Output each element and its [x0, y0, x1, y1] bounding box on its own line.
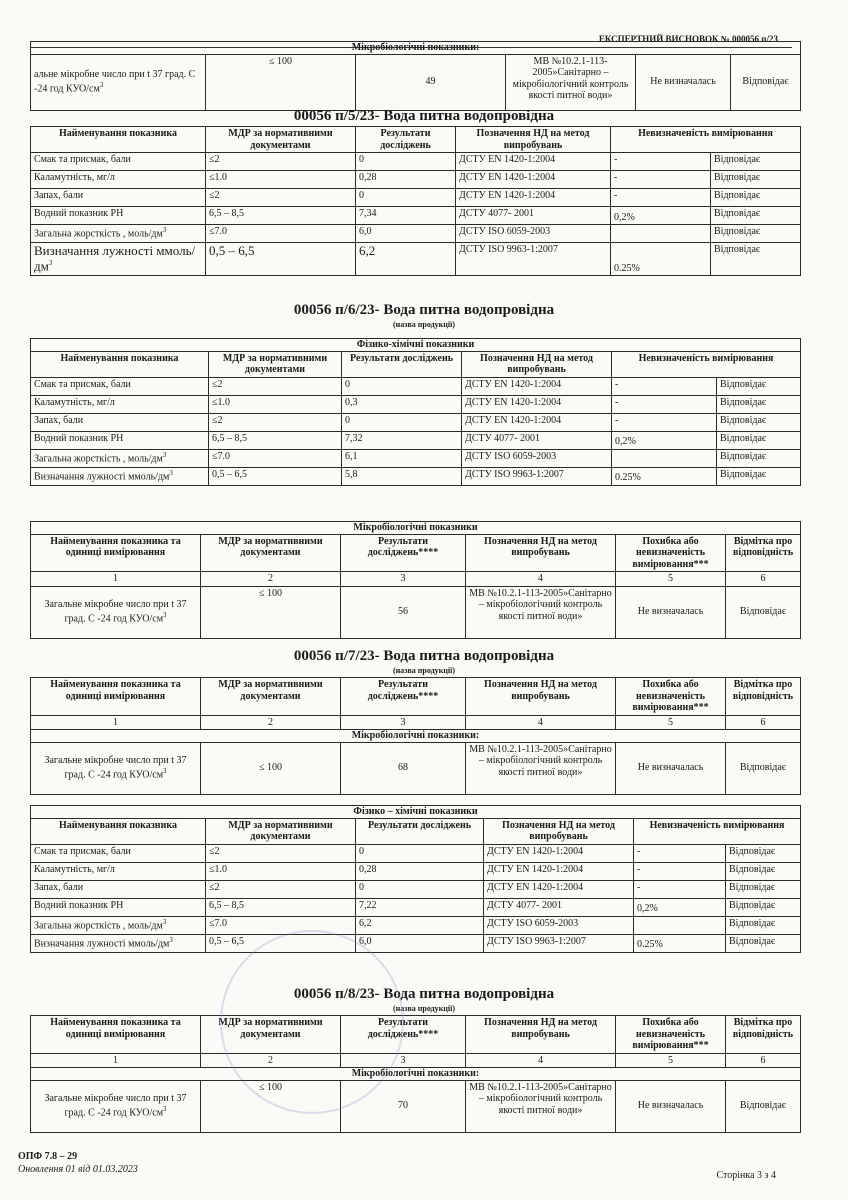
table-row [31, 189, 801, 207]
uncertainty-value: 0.25% [634, 934, 726, 952]
method-value: ДСТУ EN 1420-1:2004 [484, 880, 634, 898]
col-header: Результати досліджень**** [341, 1016, 466, 1054]
uncertainty-value: 0,2% [634, 898, 726, 916]
result-value: 0,28 [356, 171, 456, 189]
col-header: Відмітка про відповідність [726, 678, 801, 716]
result-value: 6,0 [356, 225, 456, 243]
conformity-mark: Відповідає [726, 586, 801, 638]
result-value: 49 [356, 54, 506, 110]
table-row [31, 898, 801, 916]
col-number: 2 [201, 1053, 341, 1068]
method-value: ДСТУ 4077- 2001 [462, 431, 612, 449]
table-row [31, 171, 801, 189]
col-header: Найменування показника [31, 127, 206, 153]
col-header: Відмітка про відповідність [726, 534, 801, 572]
uncertainty-value: 0.25% [612, 467, 717, 485]
norm-value: 0,5 – 6,5 [206, 243, 356, 276]
uncertainty-value [612, 449, 717, 467]
indicator-name: Смак та присмак, бали [31, 377, 209, 395]
norm-value: ≤1.0 [206, 862, 356, 880]
col-number: 4 [466, 572, 616, 587]
conformity-mark: Відповідає [726, 880, 801, 898]
uncertainty-value: 0,2% [612, 431, 717, 449]
table-row [31, 413, 801, 431]
result-value: 5,8 [342, 467, 462, 485]
indicator-name: Загальна жорсткість , моль/$дм^3$ [31, 225, 206, 243]
p7-rows [31, 844, 801, 952]
indicator-name: Загальне мікробне число при t 37 град. С -24 год КУО/$см^3$ [31, 1080, 201, 1132]
result-value: 6,2 [356, 243, 456, 276]
p5-rows [31, 153, 801, 276]
uncertainty-value: - [634, 880, 726, 898]
indicator-name: Водний показник PH [31, 431, 209, 449]
col-header: Найменування показника та одиниці вимірювання [31, 1016, 201, 1054]
conformity-mark: Відповідає [726, 934, 801, 952]
col-number: 4 [466, 1053, 616, 1068]
method-value: ДСТУ EN 1420-1:2004 [484, 862, 634, 880]
p5-phys-table [30, 126, 801, 276]
table-row [31, 225, 801, 243]
indicator-name: альне мікробне число при t 37 град. С -24 год КУО/$см^3$ [31, 54, 206, 110]
conformity-mark: Відповідає [717, 449, 801, 467]
norm-value: ≤1.0 [209, 395, 342, 413]
conformity-mark: Відповідає [711, 171, 801, 189]
method-value: ДСТУ 4077- 2001 [484, 898, 634, 916]
method-value: ДСТУ ISO 9963-1:2007 [462, 467, 612, 485]
col-header: МДР за нормативними документами [206, 818, 356, 844]
norm-value: ≤2 [209, 413, 342, 431]
norm-value: 6,5 – 8,5 [206, 898, 356, 916]
uncertainty-value: - [634, 844, 726, 862]
indicator-name: Запах, бали [31, 413, 209, 431]
col-number: 6 [726, 715, 801, 730]
table-row [31, 467, 801, 485]
col-header: Найменування показника [31, 351, 209, 377]
uncertainty-value: Не визначалась [616, 742, 726, 794]
col-header: МДР за нормативними документами [201, 678, 341, 716]
indicator-name: Визначання лужності ммоль/$дм^3$ [31, 934, 206, 952]
col-header: Найменування показника та одиниці вимірювання [31, 678, 201, 716]
col-header: Невизначеність вимірювання [612, 351, 801, 377]
sample-title-p6: 00056 п/6/23- Вода питна водопровідна [293, 302, 555, 318]
uncertainty-value: Не визначалась [616, 586, 726, 638]
method-value: ДСТУ EN 1420-1:2004 [456, 171, 611, 189]
result-value: 0,28 [356, 862, 484, 880]
result-value: 0 [342, 413, 462, 431]
table-row [31, 431, 801, 449]
col-header: МДР за нормативними документами [206, 127, 356, 153]
result-value: 70 [341, 1080, 466, 1132]
table-row [31, 862, 801, 880]
col-header: Позначення НД на метод випробувань [466, 1016, 616, 1054]
sample-subtitle-p7: (назва продукції) [392, 666, 455, 675]
indicator-name: Каламутність, мг/л [31, 862, 206, 880]
section-title: Мікробіологічні показники: [31, 1068, 801, 1081]
uncertainty-value: - [612, 377, 717, 395]
norm-value: ≤ 100 [206, 54, 356, 110]
col-header: МДР за нормативними документами [201, 534, 341, 572]
col-header: Результати досліджень**** [341, 534, 466, 572]
indicator-name: Смак та присмак, бали [31, 844, 206, 862]
result-value: 0 [356, 189, 456, 207]
section-title: Фізико-хімічні показники [31, 339, 801, 352]
table-row [31, 844, 801, 862]
col-header: Найменування показника [31, 818, 206, 844]
norm-value: 6,5 – 8,5 [209, 431, 342, 449]
method-value: ДСТУ ISO 9963-1:2007 [456, 243, 611, 276]
col-number: 6 [726, 572, 801, 587]
method-value: ДСТУ EN 1420-1:2004 [484, 844, 634, 862]
norm-value: ≤2 [206, 880, 356, 898]
indicator-name: Запах, бали [31, 189, 206, 207]
col-number: 3 [341, 572, 466, 587]
col-header: МДР за нормативними документами [201, 1016, 341, 1054]
table-row [31, 395, 801, 413]
table-row [31, 377, 801, 395]
norm-value: ≤7.0 [206, 225, 356, 243]
uncertainty-value: - [612, 395, 717, 413]
method-value: ДСТУ ISO 9963-1:2007 [484, 934, 634, 952]
indicator-name: Загальна жорсткість , моль/$дм^3$ [31, 449, 209, 467]
conformity-mark: Відповідає [711, 243, 801, 276]
conformity-mark: Відповідає [717, 413, 801, 431]
table-row [31, 449, 801, 467]
form-code: ОПФ 7.8 – 29 [18, 1151, 78, 1162]
col-number: 3 [341, 1053, 466, 1068]
uncertainty-value: 0,2% [611, 207, 711, 225]
norm-value: ≤ 100 [201, 742, 341, 794]
indicator-name: Запах, бали [31, 880, 206, 898]
col-header: Результати досліджень**** [341, 678, 466, 716]
page-number: Сторінка 3 з 4 [716, 1170, 776, 1181]
conformity-mark: Відповідає [711, 153, 801, 171]
col-number: 6 [726, 1053, 801, 1068]
section-title: Фізико – хімічні показники [31, 806, 801, 819]
col-header: МДР за нормативними документами [209, 351, 342, 377]
col-header: Невизначеність вимірювання [611, 127, 801, 153]
indicator-name: Водний показник PH [31, 207, 206, 225]
uncertainty-value: 0.25% [611, 243, 711, 276]
sample-title-p8: 00056 п/8/23- Вода питна водопровідна [293, 986, 555, 1002]
norm-value: ≤2 [209, 377, 342, 395]
indicator-name: Загальна жорсткість , моль/$дм^3$ [31, 916, 206, 934]
result-value: 6,1 [342, 449, 462, 467]
conformity-mark: Відповідає [711, 189, 801, 207]
indicator-name: Загальне мікробне число при t 37 град. С -24 год КУО/$см^3$ [31, 742, 201, 794]
result-value: 0 [356, 153, 456, 171]
p7-micro-table [30, 677, 801, 795]
p6-rows [31, 377, 801, 485]
conformity-mark: Відповідає [717, 395, 801, 413]
table-row [31, 153, 801, 171]
section-title: Мікробіологічні показники: [31, 42, 801, 55]
indicator-name: Каламутність, мг/л [31, 395, 209, 413]
conformity-mark: Відповідає [717, 467, 801, 485]
p6-phys-table [30, 338, 801, 486]
result-value: 7,34 [356, 207, 456, 225]
indicator-name: Визначання лужності ммоль/$дм^3$ [31, 243, 206, 276]
result-value: 6,2 [356, 916, 484, 934]
method-value: ДСТУ ISO 6059-2003 [484, 916, 634, 934]
col-header: Результати досліджень [356, 818, 484, 844]
col-header: Відмітка про відповідність [726, 1016, 801, 1054]
norm-value: ≤ 100 [201, 586, 341, 638]
sample-title-p5: 00056 п/5/23- Вода питна водопровідна [293, 108, 555, 124]
norm-value: ≤2 [206, 844, 356, 862]
result-value: 0 [342, 377, 462, 395]
sample-subtitle-p8: (назва продукції) [392, 1004, 455, 1013]
table-row [31, 916, 801, 934]
section-title: Мікробіологічні показники [31, 522, 801, 535]
norm-value: ≤1.0 [206, 171, 356, 189]
col-number: 4 [466, 715, 616, 730]
method-value: ДСТУ EN 1420-1:2004 [456, 153, 611, 171]
indicator-name: Водний показник PH [31, 898, 206, 916]
norm-value: ≤7.0 [209, 449, 342, 467]
norm-value: ≤2 [206, 153, 356, 171]
norm-value: 0,5 – 6,5 [209, 467, 342, 485]
result-value: 0 [356, 880, 484, 898]
method-value: ДСТУ EN 1420-1:2004 [462, 395, 612, 413]
indicator-name: Загальне мікробне число при t 37 град. С -24 год КУО/$см^3$ [31, 586, 201, 638]
col-number: 2 [201, 715, 341, 730]
conformity-mark: Відповідає [717, 377, 801, 395]
col-header: Невизначеність вимірювання [634, 818, 801, 844]
conformity-mark: Відповідає [726, 1080, 801, 1132]
table-row [31, 880, 801, 898]
uncertainty-value: - [611, 153, 711, 171]
col-header: Позначення НД на метод випробувань [484, 818, 634, 844]
conformity-mark: Відповідає [726, 916, 801, 934]
col-header: Результати досліджень [342, 351, 462, 377]
result-value: 7,32 [342, 431, 462, 449]
col-header: Найменування показника та одиниці вимірювання [31, 534, 201, 572]
method-value: ДСТУ EN 1420-1:2004 [462, 377, 612, 395]
result-value: 6,0 [356, 934, 484, 952]
section-title: Мікробіологічні показники: [31, 730, 801, 743]
norm-value: 0,5 – 6,5 [206, 934, 356, 952]
col-number: 2 [201, 572, 341, 587]
method-value: ДСТУ EN 1420-1:2004 [456, 189, 611, 207]
uncertainty-value: - [611, 171, 711, 189]
conformity-mark: Відповідає [711, 225, 801, 243]
norm-value: ≤2 [206, 189, 356, 207]
col-header: Похибка або невизначеність вимірювання*** [616, 1016, 726, 1054]
uncertainty-value: Не визначалась [616, 1080, 726, 1132]
table-row [31, 207, 801, 225]
col-number: 5 [616, 1053, 726, 1068]
conformity-mark: Відповідає [726, 742, 801, 794]
col-header: Позначення НД на метод випробувань [462, 351, 612, 377]
norm-value: ≤7.0 [206, 916, 356, 934]
col-header: Похибка або невизначеність вимірювання*** [616, 678, 726, 716]
col-number: 1 [31, 572, 201, 587]
col-number: 5 [616, 572, 726, 587]
method-value: МВ №10.2.1-113-2005»Санітарно – мікробіологічний контроль якості питної води» [466, 742, 616, 794]
norm-value: 6,5 – 8,5 [206, 207, 356, 225]
method-value: МВ №10.2.1-113-2005»Санітарно – мікробіологічний контроль якості питної води» [506, 54, 636, 110]
col-header: Результати досліджень [356, 127, 456, 153]
result-value: 56 [341, 586, 466, 638]
p7-phys-table [30, 805, 801, 953]
sample-subtitle-p6: (назва продукції) [392, 320, 455, 329]
col-header: Позначення НД на метод випробувань [466, 678, 616, 716]
method-value: МВ №10.2.1-113-2005»Санітарно – мікробіологічний контроль якості питної води» [466, 586, 616, 638]
top-micro-table [30, 41, 801, 111]
conformity-mark: Відповідає [731, 54, 801, 110]
method-value: МВ №10.2.1-113-2005»Санітарно – мікробіологічний контроль якості питної води» [466, 1080, 616, 1132]
conformity-mark: Відповідає [717, 431, 801, 449]
uncertainty-value [611, 225, 711, 243]
method-value: ДСТУ EN 1420-1:2004 [462, 413, 612, 431]
col-header: Позначення НД на метод випробувань [456, 127, 611, 153]
indicator-name: Каламутність, мг/л [31, 171, 206, 189]
col-number: 5 [616, 715, 726, 730]
result-value: 0 [356, 844, 484, 862]
uncertainty-value: Не визначалась [636, 54, 731, 110]
result-value: 68 [341, 742, 466, 794]
method-value: ДСТУ ISO 6059-2003 [456, 225, 611, 243]
norm-value: ≤ 100 [201, 1080, 341, 1132]
uncertainty-value: - [612, 413, 717, 431]
conformity-mark: Відповідає [711, 207, 801, 225]
uncertainty-value: - [634, 862, 726, 880]
col-number: 3 [341, 715, 466, 730]
document-header-title: ЕКСПЕРТНИЙ ВИСНОВОК № 000056 п/23 [598, 34, 778, 44]
conformity-mark: Відповідає [726, 844, 801, 862]
table-row [31, 934, 801, 952]
col-number: 1 [31, 715, 201, 730]
p6-micro-table [30, 521, 801, 639]
method-value: ДСТУ ISO 6059-2003 [462, 449, 612, 467]
sample-title-p7: 00056 п/7/23- Вода питна водопровідна [293, 648, 555, 664]
update-note: Оновлення 01 від 01.03.2023 [18, 1164, 138, 1175]
uncertainty-value: - [611, 189, 711, 207]
method-value: ДСТУ 4077- 2001 [456, 207, 611, 225]
p8-micro-table [30, 1015, 801, 1133]
result-value: 7,22 [356, 898, 484, 916]
result-value: 0,3 [342, 395, 462, 413]
col-header: Позначення НД на метод випробувань [466, 534, 616, 572]
uncertainty-value [634, 916, 726, 934]
col-number: 1 [31, 1053, 201, 1068]
conformity-mark: Відповідає [726, 862, 801, 880]
conformity-mark: Відповідає [726, 898, 801, 916]
col-header: Похибка або невизначеність вимірювання*** [616, 534, 726, 572]
indicator-name: Визначання лужності ммоль/$дм^3$ [31, 467, 209, 485]
table-row [31, 243, 801, 276]
indicator-name: Смак та присмак, бали [31, 153, 206, 171]
